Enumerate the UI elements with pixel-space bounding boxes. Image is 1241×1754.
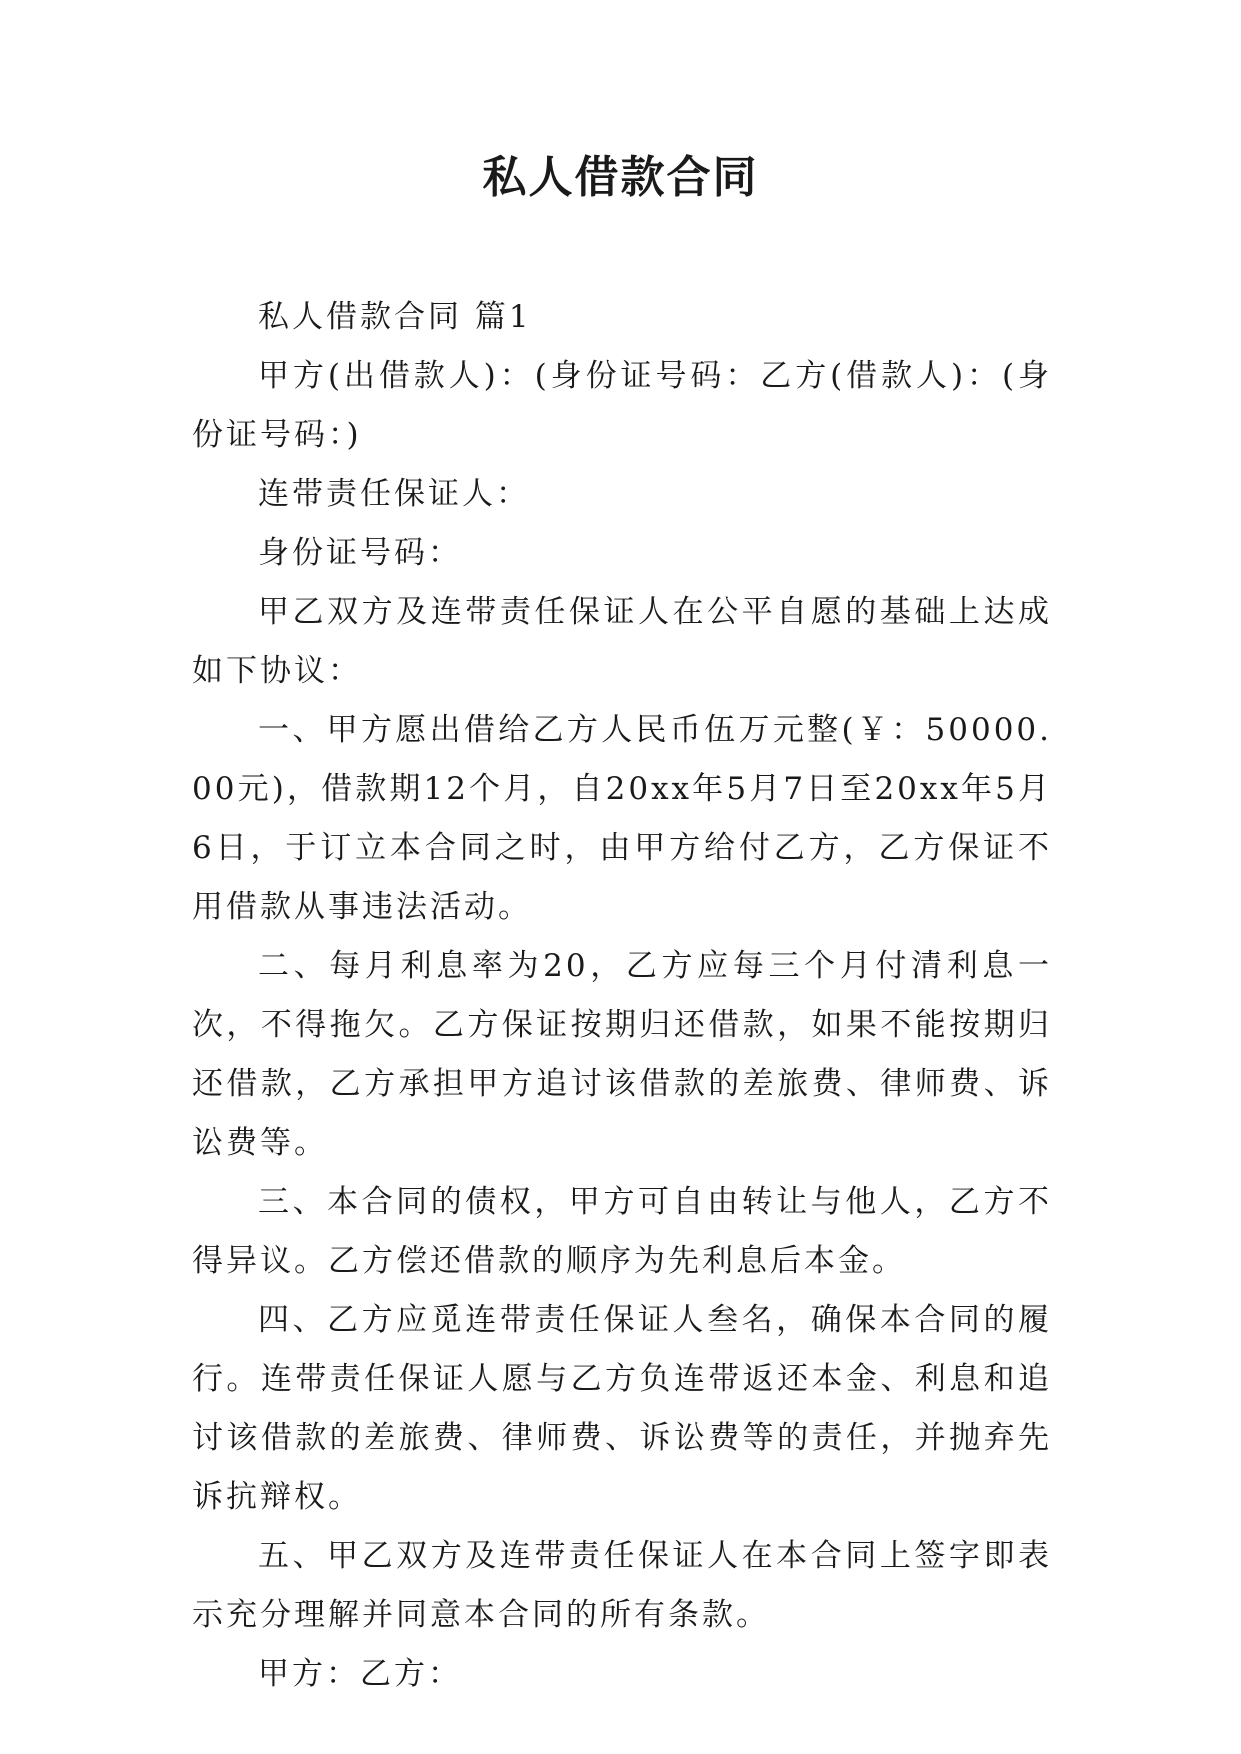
guarantor-line: 连带责任保证人：	[258, 476, 530, 512]
guarantor-id-line: 身份证号码：	[258, 535, 462, 571]
clause-1: 一、甲方愿出借给乙方人民币伍万元整(￥：50000.00元)，借款期12个月，自20xx年5月7日至20xx年5月6日，于订立本合同之时，由甲方给付乙方，乙方保证不用借款从事违法活动。	[192, 712, 1052, 925]
clause-3: 三、本合同的债权，甲方可自由转让与他人，乙方不得异议。乙方偿还借款的顺序为先利息后本金。	[192, 1184, 1052, 1279]
clause-4: 四、乙方应觅连带责任保证人叁名，确保本合同的履行。连带责任保证人愿与乙方负连带返还本金、利息和追讨该借款的差旅费、律师费、诉讼费等的责任，并抛弃先诉抗辩权。	[192, 1302, 1052, 1515]
clause-5: 五、甲乙双方及连带责任保证人在本合同上签字即表示充分理解并同意本合同的所有条款。	[192, 1538, 1052, 1633]
document-title: 私人借款合同	[482, 152, 759, 203]
parties-line: 甲方(出借款人)：(身份证号码：乙方(借款人)：(身份证号码：)	[192, 358, 1052, 453]
agreement-intro: 甲乙双方及连带责任保证人在公平自愿的基础上达成如下协议：	[192, 594, 1052, 689]
document-body	[192, 288, 1052, 1704]
signature-line: 甲方：乙方：	[258, 1656, 462, 1692]
section-heading: 私人借款合同 篇1	[258, 299, 532, 335]
clause-2: 二、每月利息率为20，乙方应每三个月付清利息一次，不得拖欠。乙方保证按期归还借款，如果不能按期归还借款，乙方承担甲方追讨该借款的差旅费、律师费、诉讼费等。	[192, 948, 1052, 1161]
